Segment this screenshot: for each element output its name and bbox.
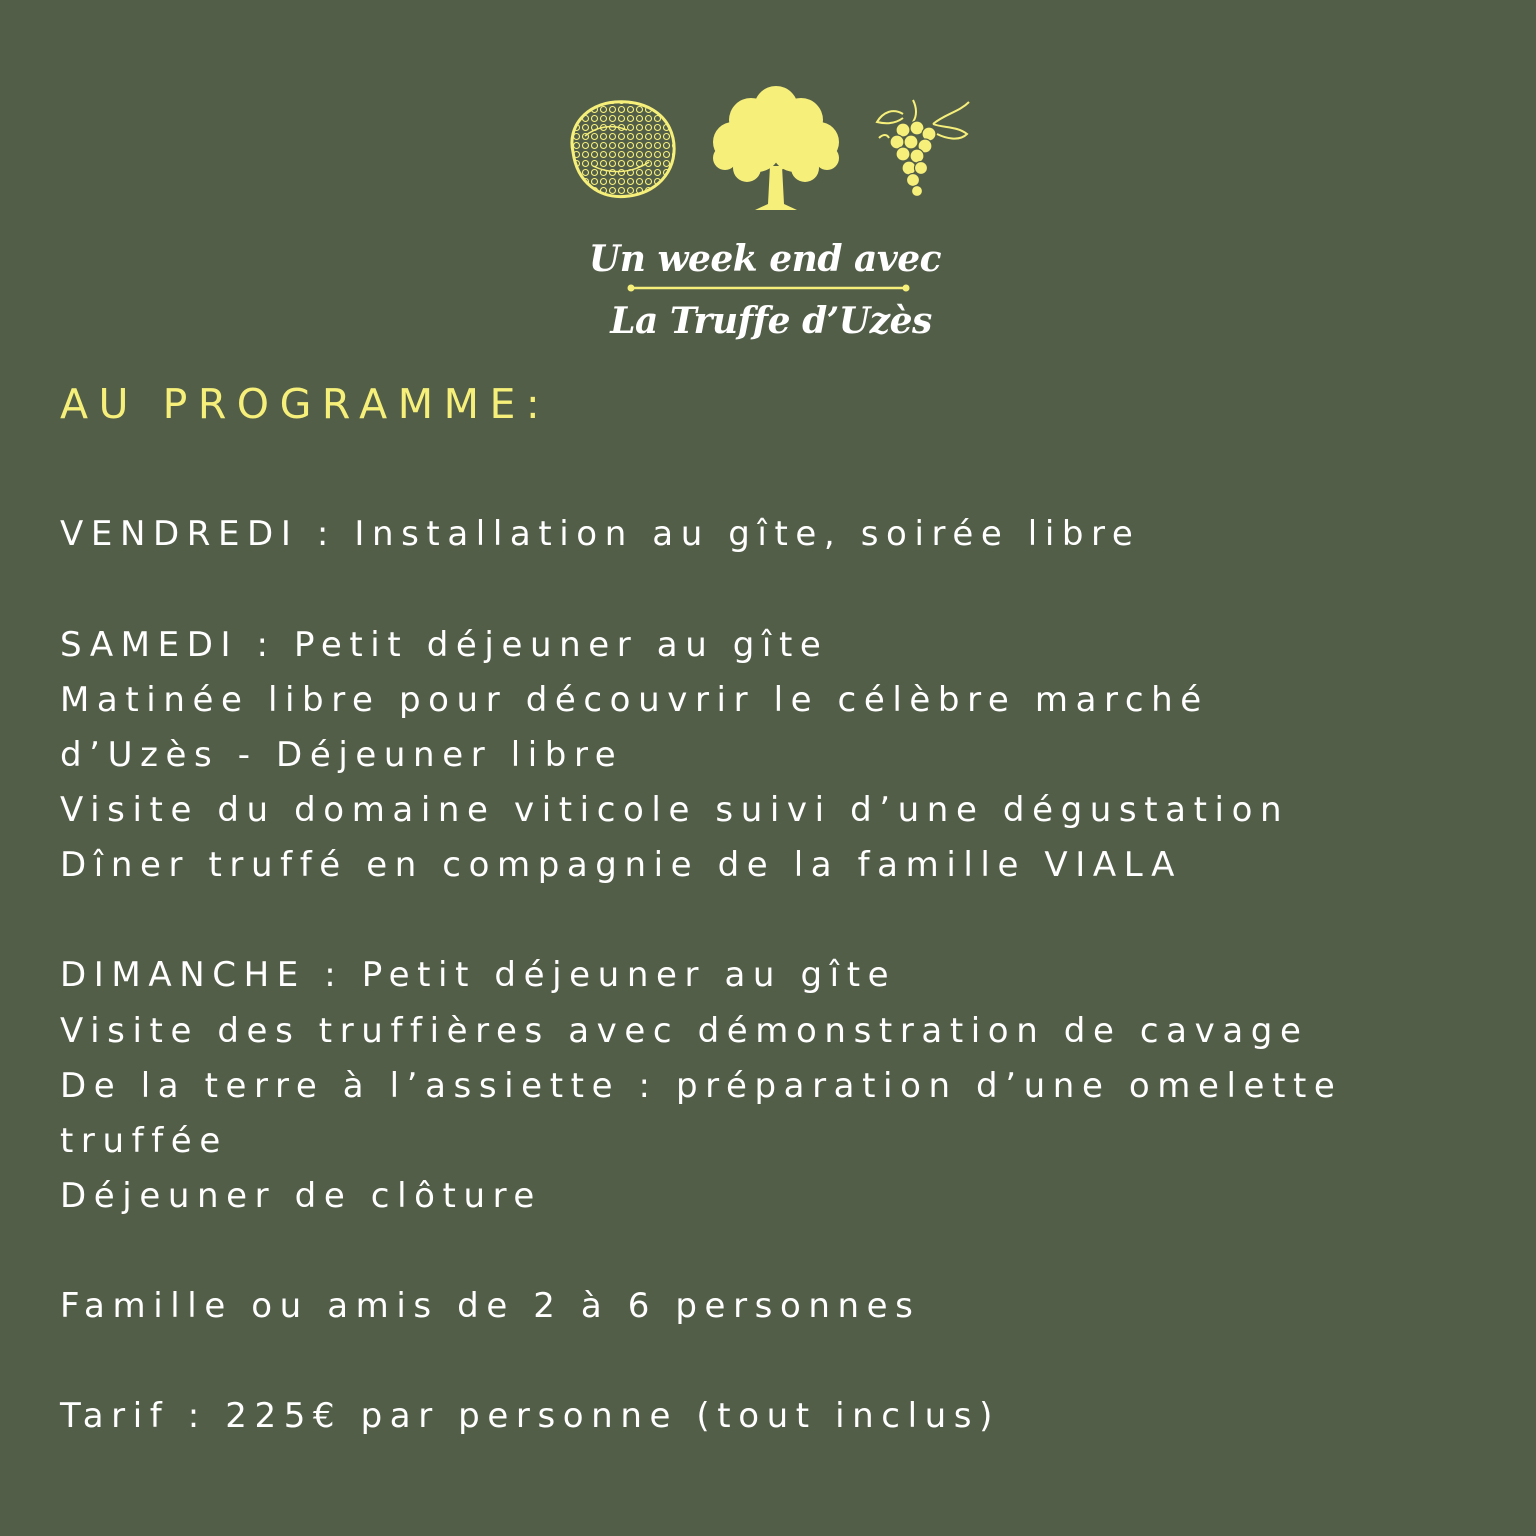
logo-illustrations — [555, 80, 980, 220]
program-title: AU PROGRAMME: — [60, 380, 551, 428]
headline-divider — [627, 284, 910, 292]
program-line: Visite du domaine viticole suivi d’une dégustation — [60, 790, 1290, 830]
program-line: De la terre à l’assiette : préparation d’une omelette — [60, 1066, 1343, 1106]
program-line: Matinée libre pour découvrir le célèbre marché — [60, 680, 1209, 720]
program-line: d’Uzès - Déjeuner libre — [60, 735, 624, 775]
program-line: VENDREDI : Installation au gîte, soirée libre — [60, 514, 1141, 554]
tree-icon — [707, 82, 845, 214]
program-line: DIMANCHE : Petit déjeuner au gîte — [60, 955, 897, 995]
program-line: truffée — [60, 1121, 228, 1161]
grapes-icon — [873, 94, 973, 206]
program-line: SAMEDI : Petit déjeuner au gîte — [60, 625, 829, 665]
truffle-icon — [563, 96, 677, 200]
group-size-line: Famille ou amis de 2 à 6 personnes — [60, 1286, 921, 1326]
program-line: Déjeuner de clôture — [60, 1176, 542, 1216]
program-line: Visite des truffières avec démonstration de cavage — [60, 1011, 1309, 1051]
headline-line-1: Un week end avec — [588, 238, 942, 280]
headline-line-2: La Truffe d’Uzès — [610, 300, 932, 342]
program-line: Dîner truffé en compagnie de la famille VIALA — [60, 845, 1182, 885]
price-line: Tarif : 225€ par personne (tout inclus) — [60, 1396, 1000, 1436]
